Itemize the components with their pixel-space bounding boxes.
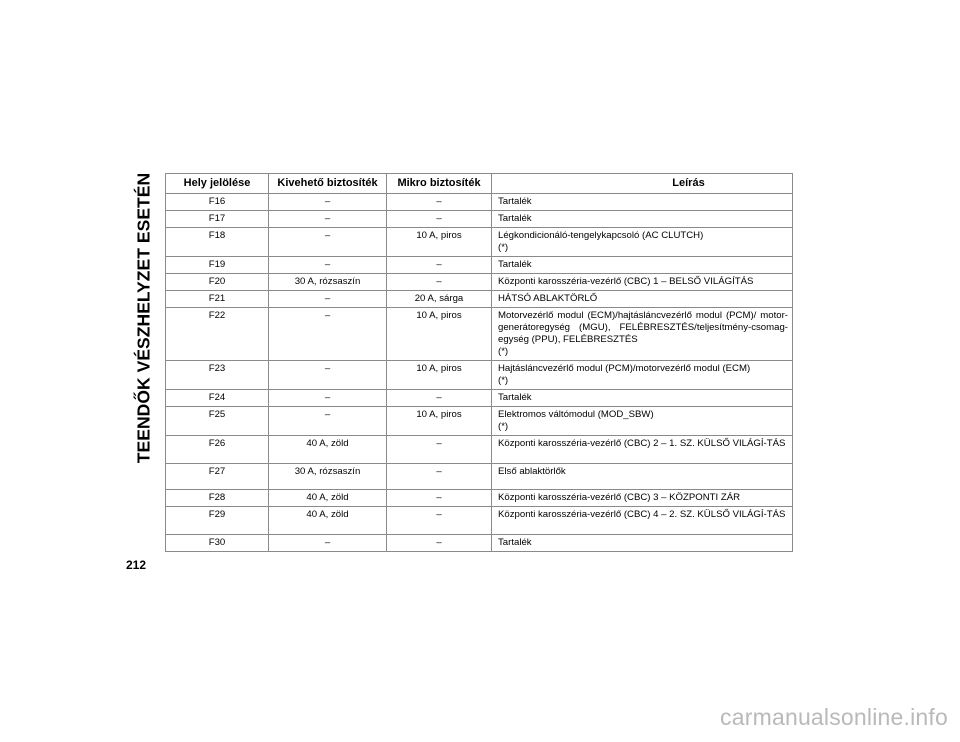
description-line: Légkondicionáló-tengelykapcsoló (AC CLUTCH) bbox=[498, 230, 704, 241]
description-line: (*) bbox=[498, 346, 509, 357]
cell-micro-fuse: 20 A, sárga bbox=[387, 291, 492, 308]
header-micro-fuse: Mikro biztosíték bbox=[387, 174, 492, 194]
cell-removable-fuse: – bbox=[269, 194, 387, 211]
section-side-title bbox=[124, 172, 164, 464]
cell-micro-fuse: – bbox=[387, 211, 492, 228]
header-removable-fuse: Kivehető biztosíték bbox=[269, 174, 387, 194]
cell-location: F20 bbox=[166, 274, 269, 291]
description-line: Első ablaktörlők bbox=[498, 466, 566, 477]
table-body bbox=[166, 194, 793, 552]
cell-removable-fuse: – bbox=[269, 535, 387, 552]
cell-micro-fuse: – bbox=[387, 274, 492, 291]
cell-description bbox=[492, 228, 793, 257]
cell-location: F30 bbox=[166, 535, 269, 552]
cell-micro-fuse: – bbox=[387, 257, 492, 274]
cell-description bbox=[492, 490, 793, 507]
cell-removable-fuse: – bbox=[269, 291, 387, 308]
cell-location: F26 bbox=[166, 436, 269, 464]
table-row bbox=[166, 274, 793, 291]
page-number: 212 bbox=[126, 558, 147, 572]
table-row bbox=[166, 436, 793, 464]
cell-micro-fuse: – bbox=[387, 436, 492, 464]
cell-description bbox=[492, 211, 793, 228]
cell-description bbox=[492, 194, 793, 211]
section-title-text: TEENDŐK VÉSZHELYZET ESETÉN bbox=[133, 172, 154, 464]
cell-removable-fuse: – bbox=[269, 390, 387, 407]
cell-description bbox=[492, 308, 793, 361]
cell-removable-fuse: 40 A, zöld bbox=[269, 436, 387, 464]
cell-location: F19 bbox=[166, 257, 269, 274]
cell-removable-fuse: – bbox=[269, 228, 387, 257]
cell-description bbox=[492, 291, 793, 308]
description-line: Tartalék bbox=[498, 392, 532, 403]
table-row bbox=[166, 490, 793, 507]
description-line: Központi karosszéria-vezérlő (CBC) 2 – 1. SZ. KÜLSŐ VILÁGÍ-TÁS bbox=[498, 438, 786, 449]
description-line: Elektromos váltómodul (MOD_SBW) bbox=[498, 409, 654, 420]
cell-removable-fuse: – bbox=[269, 257, 387, 274]
table-row bbox=[166, 390, 793, 407]
cell-description bbox=[492, 535, 793, 552]
cell-removable-fuse: 40 A, zöld bbox=[269, 507, 387, 535]
description-line: Központi karosszéria-vezérlő (CBC) 4 – 2. SZ. KÜLSŐ VILÁGÍ-TÁS bbox=[498, 509, 786, 520]
cell-removable-fuse: – bbox=[269, 361, 387, 390]
header-description: Leírás bbox=[492, 174, 793, 194]
cell-description bbox=[492, 507, 793, 535]
description-line: Hajtásláncvezérlő modul (PCM)/motorvezérlő modul (ECM) bbox=[498, 363, 751, 374]
cell-location: F24 bbox=[166, 390, 269, 407]
cell-micro-fuse: 10 A, piros bbox=[387, 228, 492, 257]
cell-removable-fuse: – bbox=[269, 407, 387, 436]
header-location: Hely jelölése bbox=[166, 174, 269, 194]
description-line: (*) bbox=[498, 375, 509, 386]
cell-location: F16 bbox=[166, 194, 269, 211]
description-line: (*) bbox=[498, 421, 509, 432]
description-line: HÁTSÓ ABLAKTÖRLŐ bbox=[498, 293, 598, 304]
table-row bbox=[166, 228, 793, 257]
description-line: Központi karosszéria-vezérlő (CBC) 1 – BELSŐ VILÁGÍTÁS bbox=[498, 276, 754, 287]
table-row bbox=[166, 257, 793, 274]
cell-description bbox=[492, 390, 793, 407]
table-row bbox=[166, 308, 793, 361]
cell-micro-fuse: 10 A, piros bbox=[387, 361, 492, 390]
watermark: carmanualsonline.info bbox=[720, 704, 948, 730]
table-row bbox=[166, 464, 793, 490]
description-line: Motorvezérlő modul (ECM)/hajtásláncvezérlő modul (PCM)/ motor-generátoregység (MGU), FELÉBRESZTÉS/teljesítmény-csomag-egység (PPU), FELÉBRESZTÉS bbox=[498, 310, 788, 345]
description-line: Tartalék bbox=[498, 537, 532, 548]
cell-location: F22 bbox=[166, 308, 269, 361]
cell-micro-fuse: – bbox=[387, 535, 492, 552]
fuse-table bbox=[165, 173, 793, 552]
cell-removable-fuse: 30 A, rózsaszín bbox=[269, 464, 387, 490]
table-row bbox=[166, 507, 793, 535]
cell-location: F29 bbox=[166, 507, 269, 535]
description-line: Tartalék bbox=[498, 196, 532, 207]
cell-micro-fuse: – bbox=[387, 464, 492, 490]
cell-micro-fuse: – bbox=[387, 194, 492, 211]
cell-location: F18 bbox=[166, 228, 269, 257]
cell-description bbox=[492, 361, 793, 390]
cell-description bbox=[492, 436, 793, 464]
cell-removable-fuse: – bbox=[269, 211, 387, 228]
cell-removable-fuse: – bbox=[269, 308, 387, 361]
cell-location: F25 bbox=[166, 407, 269, 436]
table-row bbox=[166, 535, 793, 552]
description-line: Tartalék bbox=[498, 213, 532, 224]
cell-micro-fuse: – bbox=[387, 507, 492, 535]
cell-location: F27 bbox=[166, 464, 269, 490]
table-row bbox=[166, 407, 793, 436]
description-line: (*) bbox=[498, 242, 509, 253]
cell-micro-fuse: 10 A, piros bbox=[387, 407, 492, 436]
description-line: Központi karosszéria-vezérlő (CBC) 3 – KÖZPONTI ZÁR bbox=[498, 492, 741, 503]
cell-description bbox=[492, 407, 793, 436]
cell-location: F28 bbox=[166, 490, 269, 507]
table-row bbox=[166, 194, 793, 211]
cell-location: F17 bbox=[166, 211, 269, 228]
table-row bbox=[166, 211, 793, 228]
cell-location: F23 bbox=[166, 361, 269, 390]
cell-micro-fuse: – bbox=[387, 490, 492, 507]
cell-description bbox=[492, 257, 793, 274]
cell-removable-fuse: 40 A, zöld bbox=[269, 490, 387, 507]
cell-micro-fuse: 10 A, piros bbox=[387, 308, 492, 361]
cell-description bbox=[492, 464, 793, 490]
cell-location: F21 bbox=[166, 291, 269, 308]
table-row bbox=[166, 291, 793, 308]
table-row bbox=[166, 361, 793, 390]
cell-description bbox=[492, 274, 793, 291]
cell-micro-fuse: – bbox=[387, 390, 492, 407]
cell-removable-fuse: 30 A, rózsaszín bbox=[269, 274, 387, 291]
description-line: Tartalék bbox=[498, 259, 532, 270]
table-header-row bbox=[166, 174, 793, 194]
